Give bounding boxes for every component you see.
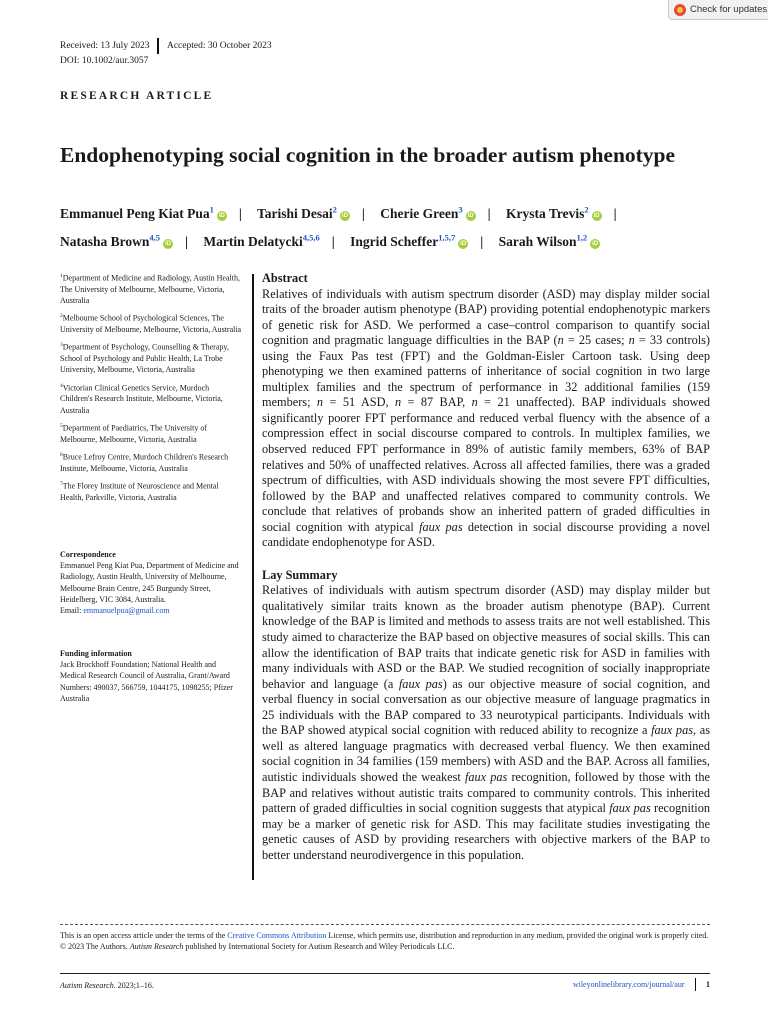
- author-affiliation-ref[interactable]: 2: [332, 204, 337, 214]
- affiliation: $^7$The Florey Institute of Neuroscience and Mental Health, Parkville, Victoria, Australia: [60, 480, 219, 502]
- accepted-date: Accepted: 30 October 2023: [166, 41, 272, 51]
- lay-summary-text: Relatives of individuals with autism spectrum disorder (ASD) may display milder but qualitatively similar traits known as the broader autism phenotype (BAP). Current knowledge of the BAP is limited and methods to assess traits are not well established. This study aimed to characterize the BAP based on objective measures of social skills. This can allow the identification of BAP traits that indicate genetic risk for ASD in families with many individuals with ASD or the BAP. We studied recognition of socially inappropriate behavior and language (a faux pas) as our objective measure of social cognition, and verbal fluency in social conversation as our objective measure of language pragmatics in 25 individuals with the BAP compared to 33 neurotypical participants. Individuals with the BAP showed atypical social cognition with reduced ability to recognize a faux pas, as well as altered language pragmatics with decreased verbal fluency. We then examined social cognition in 34 families (159 members) with ASD and the BAP. Across all families, autistic individuals showed the weakest faux pas recognition, followed by those with the BAP and relatives without autistic traits compared to community controls. This inherited pattern of graded difficulties in social cognition suggests that atypical faux pas recognition may be a marker of genetic risk for ASD. This may facilitate studies investigating the genetic causes of ASD by providing researchers with objective markers of the BAP to better understand neurodivergence in this population.: [262, 583, 710, 862]
- author-affiliation-ref[interactable]: 4,5,6: [302, 232, 320, 243]
- license-block: [60, 930, 710, 952]
- funding-heading: Funding information: [60, 649, 132, 658]
- article-title: Endophenotyping social cognition in the broader autism phenotype: [60, 143, 676, 167]
- footer-journal: Autism Research.: [60, 981, 116, 990]
- divider: [157, 38, 159, 54]
- divider: [695, 978, 697, 991]
- orcid-icon[interactable]: iD: [165, 241, 172, 247]
- affiliation: $^1$Department of Medicine and Radiology, Austin Health, The University of Melbourne, Melbourne, Victoria, Australia: [60, 273, 240, 306]
- check-for-updates-label: Check for updates: [690, 4, 768, 15]
- author-name[interactable]: Martin Delatycki$^{4,5,6}$: [203, 232, 320, 249]
- author-affiliation-ref[interactable]: 3: [458, 204, 463, 214]
- abstract-text: Relatives of individuals with autism spectrum disorder (ASD) may display milder social traits of the broader autism phenotype (BAP) providing potential endophenotypic markers of genetic risk for ASD. We performed a case–control comparison to quantify social cognition and pragmatic language difficulties in the BAP (n = 25 cases; n = 33 controls) using the Faux Pas test (FPT) and the Goldman-Eisler Cartoon task. Using deep phenotyping we then examined patterns of inheritance of social cognition in two large multiplex families and the spectrum of performance in 32 additional families (159 members; n = 51 ASD, n = 87 BAP, n = 21 unaffected). BAP individuals showed significantly poorer FPT performance and reduced verbal fluency with the absence of a compression effect in social discourse compared to controls. In multiplex families, we observed reduced FPT performance in 89% of autistic family members, 63% of BAP relatives and 50% of unaffected relatives. Across all affected families, there was a graded spectrum of difficulties, with ASD individuals showing the most severe FPT difficulties, followed by the BAP and unaffected relatives compared to community controls. We conclude that relatives of probands show an inherited pattern of graded difficulties in social cognition with atypical faux pas detection in social discourse providing a novel candidate endophenotype for ASD.: [262, 286, 711, 550]
- main-column: [262, 271, 710, 863]
- affiliation: $^6$Bruce Lefroy Centre, Murdoch Children's Research Institute, Melbourne, Victoria, Australia: [60, 451, 229, 473]
- affiliation: $^2$Melbourne School of Psychological Sciences, The University of Melbourne, Melbourne, Victoria, Australia: [60, 313, 242, 335]
- author-name[interactable]: Sarah Wilson$^{1,2}$iD: [498, 232, 599, 249]
- doi: DOI: 10.1002/aur.3057: [60, 56, 149, 66]
- footer-rule: [60, 973, 710, 974]
- author-name[interactable]: Ingrid Scheffer$^{1,5,7}$iD: [350, 232, 467, 249]
- page-number: 1: [706, 980, 710, 989]
- crossmark-icon: [674, 4, 686, 16]
- copyright-text: © 2023 The Authors. Autism Research published by International Society for Autism Research and Wiley Periodicals LLC.: [60, 942, 455, 952]
- lay-summary-heading: Lay Summary: [262, 567, 338, 582]
- dates-line: [60, 38, 272, 54]
- affiliations: [60, 271, 242, 508]
- license-divider: [60, 924, 710, 925]
- author-affiliation-ref[interactable]: 1: [209, 204, 214, 214]
- author-list: Emmanuel Peng Kiat Pua$^1$iD | Tarishi Desai$^2$iD | Cherie Green$^3$iD | Krysta Trevis$^2$iD | Natasha Brown$^{4,5}$iD | Martin Delatycki$^{4,5,6}$ | Ingrid Scheffer$^{1,5,7}$iD | Sarah Wilson$^{1,2}$iD: [60, 204, 617, 249]
- funding-block: [60, 648, 242, 704]
- author-name[interactable]: Natasha Brown$^{4,5}$iD: [60, 232, 172, 249]
- correspondence-email-line: Email: emmanuelpua@gmail.com: [60, 606, 170, 616]
- orcid-icon[interactable]: iD: [218, 212, 225, 219]
- email-link[interactable]: emmanuelpua@gmail.com: [83, 606, 170, 616]
- abstract-heading: Abstract: [262, 271, 308, 285]
- affiliation: $^4$Victorian Clinical Genetics Service, Murdoch Children's Research Institute, Melbourne, Victoria, Australia: [60, 382, 223, 415]
- orcid-icon[interactable]: iD: [592, 241, 599, 247]
- author-affiliation-ref[interactable]: 2: [584, 204, 589, 214]
- lay-summary-section: [262, 568, 710, 863]
- orcid-icon[interactable]: iD: [593, 212, 600, 219]
- journal-url-link[interactable]: wileyonlinelibrary.com/journal/aur: [572, 980, 685, 989]
- author-name[interactable]: Emmanuel Peng Kiat Pua$^1$iD: [60, 204, 225, 221]
- author-affiliation-ref[interactable]: 4,5: [149, 232, 161, 243]
- footer-citation: Autism Research. 2023;1–16.: [60, 981, 154, 990]
- affiliation: $^3$Department of Psychology, Counselling & Therapy, School of Psychology and Public Health, La Trobe University, Melbourne, Victoria, Australia: [60, 342, 229, 375]
- author-name[interactable]: Krysta Trevis$^2$iD: [506, 204, 600, 221]
- correspondence-block: [60, 549, 242, 616]
- author-name[interactable]: Cherie Green$^3$iD: [380, 204, 474, 221]
- license-text: This is an open access article under the terms of the Creative Commons Attribution License, which permits use, distribution and reproduction in any medium, provided the original work is properly cited.: [60, 931, 709, 940]
- orcid-icon[interactable]: iD: [460, 241, 467, 247]
- column-divider: [252, 274, 254, 880]
- correspondence-address: Emmanuel Peng Kiat Pua, Department of Medicine and Radiology, Austin Health, University of Melbourne, Melbourne Brain Centre, 245 Burgundy Street, Heidelberg, VIC 3084, Australia.: [60, 561, 239, 604]
- affiliation: $^5$Department of Paediatrics, The University of Melbourne, Melbourne, Victoria, Australia: [60, 422, 208, 444]
- check-for-updates-button[interactable]: [668, 0, 768, 20]
- orcid-icon[interactable]: iD: [467, 212, 474, 219]
- footer-right: [573, 978, 710, 991]
- funding-text: Jack Brockhoff Foundation; National Health and Medical Research Council of Australia, Grant/Award Numbers: 490037, 566759, 1044175, 1098255; Pfizer Australia: [60, 660, 233, 703]
- author-affiliation-ref[interactable]: 1,5,7: [438, 232, 456, 243]
- author-name[interactable]: Tarishi Desai$^2$iD: [257, 204, 348, 221]
- creative-commons-link[interactable]: Creative Commons Attribution: [227, 931, 327, 940]
- received-date: Received: 13 July 2023: [60, 41, 150, 51]
- orcid-icon[interactable]: iD: [341, 212, 348, 219]
- abstract-section: [262, 271, 710, 551]
- correspondence-heading: Correspondence: [60, 550, 116, 559]
- author-affiliation-ref[interactable]: 1,2: [576, 232, 588, 243]
- article-type: RESEARCH ARTICLE: [60, 90, 214, 102]
